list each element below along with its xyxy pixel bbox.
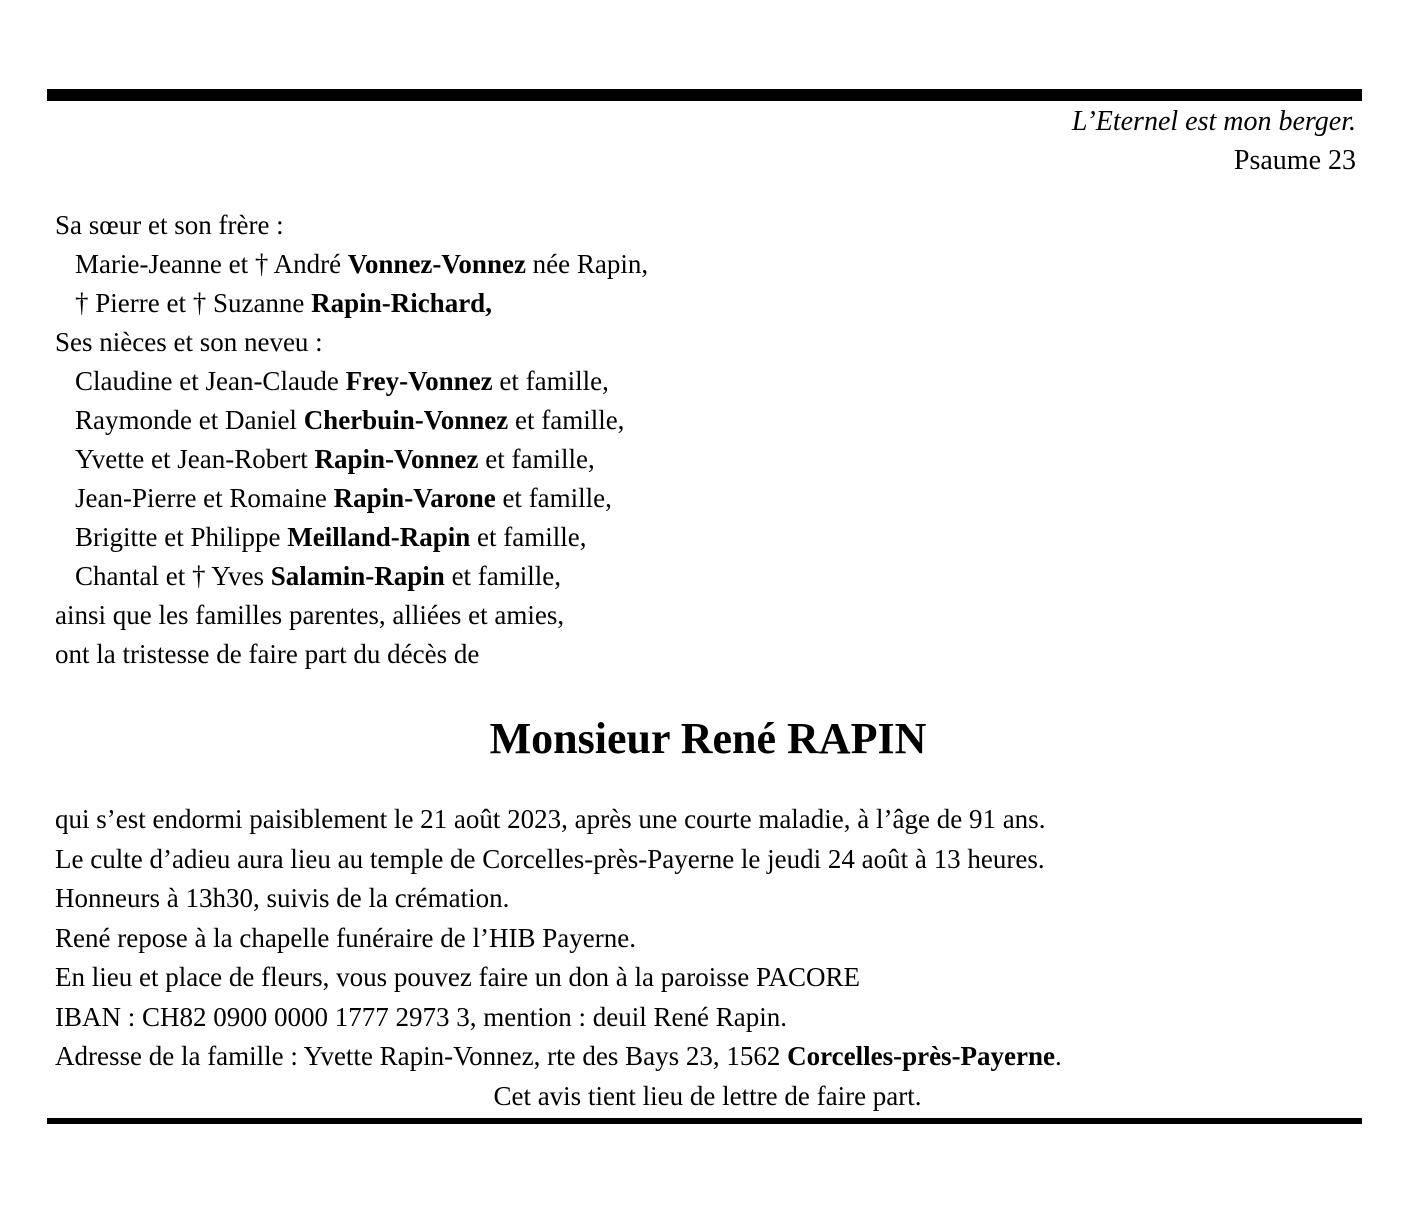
text-segment: née Rapin,	[525, 249, 649, 279]
text-segment: Yvette et Jean-Robert	[75, 444, 315, 474]
text-segment: ont la tristesse de faire part du décès de	[55, 639, 480, 669]
text-line	[55, 206, 1360, 245]
text-line	[55, 557, 1360, 596]
text-line	[55, 635, 1360, 674]
text-line	[55, 440, 1360, 479]
bottom-rule	[47, 1118, 1362, 1124]
text-line	[55, 401, 1360, 440]
text-segment: et famille,	[478, 444, 595, 474]
text-segment: Cet avis tient lieu de lettre de faire part.	[493, 1080, 922, 1111]
text-line	[55, 879, 1360, 919]
text-segment: Chantal et † Yves	[75, 561, 271, 591]
text-segment: et famille,	[492, 366, 609, 396]
epigraph-source: Psaume 23	[1233, 145, 1356, 176]
family-list	[55, 206, 1360, 674]
text-line	[55, 919, 1360, 959]
text-line	[55, 362, 1360, 401]
text-segment: En lieu et place de fleurs, vous pouvez faire un don à la paroisse PACORE	[55, 962, 861, 992]
text-segment-bold: Rapin-Richard,	[311, 288, 492, 318]
text-segment-bold: Corcelles-près-Payerne	[787, 1041, 1056, 1071]
top-rule	[47, 89, 1362, 101]
text-segment-bold: Rapin-Vonnez	[314, 444, 479, 474]
text-segment: ainsi que les familles parentes, alliées et amies,	[55, 600, 565, 630]
text-segment-bold: Rapin-Varone	[333, 483, 496, 513]
text-segment: et famille,	[508, 405, 625, 435]
deceased-name-title: Monsieur René RAPIN	[489, 714, 927, 763]
text-segment-bold: Vonnez-Vonnez	[347, 249, 526, 279]
text-segment: Jean-Pierre et Romaine	[75, 483, 334, 513]
text-segment-bold: Cherbuin-Vonnez	[303, 405, 509, 435]
text-line	[55, 840, 1360, 880]
text-line	[55, 596, 1360, 635]
text-line	[55, 998, 1360, 1038]
text-line	[55, 245, 1360, 284]
text-segment: .	[1055, 1041, 1062, 1071]
text-segment: Marie-Jeanne et † André	[75, 249, 348, 279]
funeral-details	[55, 800, 1360, 1116]
text-segment: et famille,	[470, 522, 587, 552]
text-line	[55, 800, 1360, 840]
text-segment: Ses nièces et son neveu :	[55, 327, 323, 357]
text-line	[55, 958, 1360, 998]
text-segment: Brigitte et Philippe	[75, 522, 288, 552]
epigraph-quote: L’Eternel est mon berger.	[1071, 106, 1356, 137]
text-segment-bold: Frey-Vonnez	[345, 366, 493, 396]
text-segment: IBAN : CH82 0900 0000 1777 2973 3, mention : deuil René Rapin.	[55, 1001, 787, 1032]
text-line	[55, 284, 1360, 323]
text-segment: Sa sœur et son frère :	[55, 210, 284, 240]
text-segment-bold: Salamin-Rapin	[270, 561, 445, 591]
text-segment: René repose à la chapelle funéraire de l’HIB Payerne.	[55, 922, 636, 953]
text-line	[55, 1077, 1360, 1117]
epigraph	[1072, 102, 1356, 180]
text-segment: Adresse de la famille : Yvette Rapin-Vonnez, rte des Bays 23, 1562	[55, 1041, 788, 1071]
text-line	[55, 1037, 1360, 1077]
text-segment: † Pierre et † Suzanne	[75, 288, 312, 318]
text-line	[55, 479, 1360, 518]
text-line	[55, 518, 1360, 557]
text-line	[55, 323, 1360, 362]
text-segment-bold: Meilland-Rapin	[287, 522, 471, 552]
text-segment: qui s’est endormi paisiblement le 21 août 2023, après une courte maladie, à l’âge de 91 ans.	[55, 804, 1046, 834]
text-segment: et famille,	[444, 561, 562, 591]
text-segment: Le culte d’adieu aura lieu au temple de Corcelles-près-Payerne le jeudi 24 août à 13 heures.	[55, 843, 1045, 874]
text-segment: Honneurs à 13h30, suivis de la crémation.	[55, 883, 510, 913]
text-segment: Claudine et Jean-Claude	[75, 366, 346, 396]
text-segment: Raymonde et Daniel	[75, 405, 304, 435]
text-segment: et famille,	[495, 483, 612, 513]
